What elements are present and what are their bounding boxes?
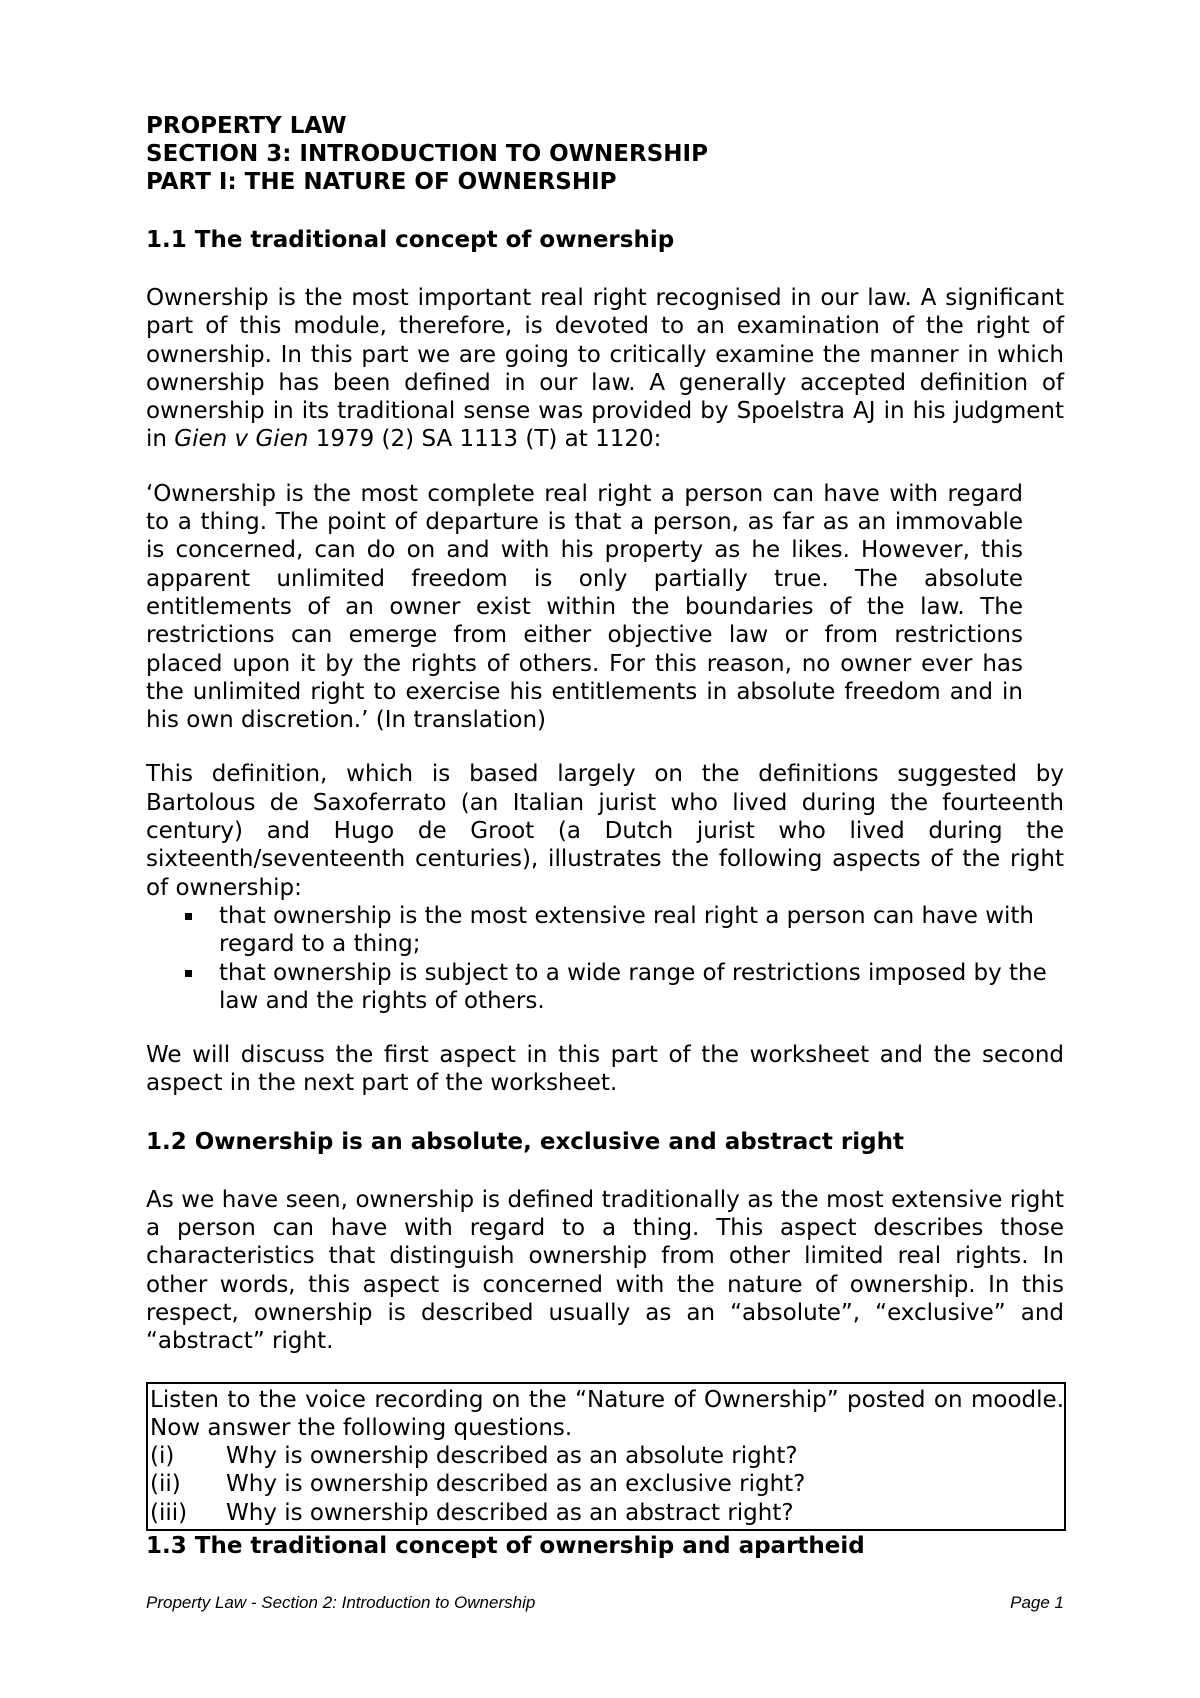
closing-paragraph: We will discuss the first aspect in this part of the worksheet and the second aspect in the next part of the worksheet.: [146, 1042, 1064, 1097]
bullet-icon: [185, 970, 192, 977]
case-name: Gien v Gien: [174, 426, 309, 453]
doc-title: PROPERTY LAW: [146, 113, 347, 139]
question-text: Why is ownership described as an exclusive right?: [226, 1471, 806, 1498]
list-item: that ownership is subject to a wide range of restrictions imposed by the law and the rights of others.: [219, 959, 1064, 1016]
question-item: [150, 1442, 1064, 1470]
question-number: (ii): [150, 1471, 181, 1498]
question-text: Why is ownership described as an abstract right?: [226, 1499, 794, 1526]
intro-paragraph: [146, 284, 1064, 454]
question-text: Why is ownership described as an absolute right?: [226, 1443, 798, 1470]
heading-1-2: 1.2 Ownership is an absolute, exclusive and abstract right: [146, 1128, 904, 1155]
list-item: that ownership is the most extensive real right a person can have with regard to a thing;: [219, 902, 1064, 959]
part-title: PART I: THE NATURE OF OWNERSHIP: [146, 169, 617, 195]
section-title: SECTION 3: INTRODUCTION TO OWNERSHIP: [146, 141, 708, 167]
question-number: (i): [150, 1443, 175, 1470]
activity-intro: Listen to the voice recording on the “Nature of Ownership” posted on moodle. Now answer the following questions.: [150, 1386, 1064, 1441]
page-content: [146, 112, 1064, 1560]
definition-quote: ‘Ownership is the most complete real right a person can have with regard to a thing. The point of departure is that a person, as far as an immovable is concerned, can do on and with his property as he likes. However, this apparent unlimited freedom is only partially true. The absolute entitlements of an owner exist within the boundaries of the law. The restrictions can emerge from either objective law or from restrictions placed upon it by the rights of others. For this reason, no owner ever has the unlimited right to exercise his entitlements in absolute freedom and in his own discretion.’ (In translation): [146, 480, 1023, 734]
nature-paragraph: As we have seen, ownership is defined traditionally as the most extensive right a person can have with regard to a thing. This aspect describes those characteristics that distinguish ownership from other limited real rights. In other words, this aspect is concerned with the nature of ownership. In this respect, ownership is described usually as an “absolute”, “exclusive” and “abstract” right.: [146, 1186, 1064, 1355]
page-footer: [146, 1593, 1064, 1613]
page-number: Page 1: [1010, 1593, 1064, 1612]
question-item: [150, 1499, 1064, 1527]
footer-title: Property Law - Section 2: Introduction to Ownership: [146, 1593, 536, 1612]
heading-1-1: 1.1 The traditional concept of ownership: [146, 227, 675, 253]
bullet-icon: [185, 913, 192, 920]
intro-text: Ownership is the most important real right recognised in our law. A significant part of this module, therefore, is devoted to an examination of the right of ownership. In this part we are going to critically examine the manner in which ownership has been defined in our law. A generally accepted definition of ownership in its traditional sense was provided by Spoelstra AJ in his judgment in: [146, 285, 1064, 453]
definition-paragraph: This definition, which is based largely on the definitions suggested by Bartolous de Saxoferrato (an Italian jurist who lived during the fourteenth century) and Hugo de Groot (a Dutch jurist who lived during the sixteenth/seventeenth centuries), illustrates the following aspects of the right of ownership:: [146, 761, 1064, 901]
activity-box: [146, 1382, 1066, 1531]
question-item: [150, 1470, 1064, 1498]
aspects-list: [146, 902, 1064, 1015]
case-citation: 1979 (2) SA 1113 (T) at 1120:: [308, 426, 662, 453]
question-number: (iii): [150, 1499, 188, 1526]
heading-1-3: 1.3 The traditional concept of ownership and apartheid: [146, 1532, 865, 1559]
